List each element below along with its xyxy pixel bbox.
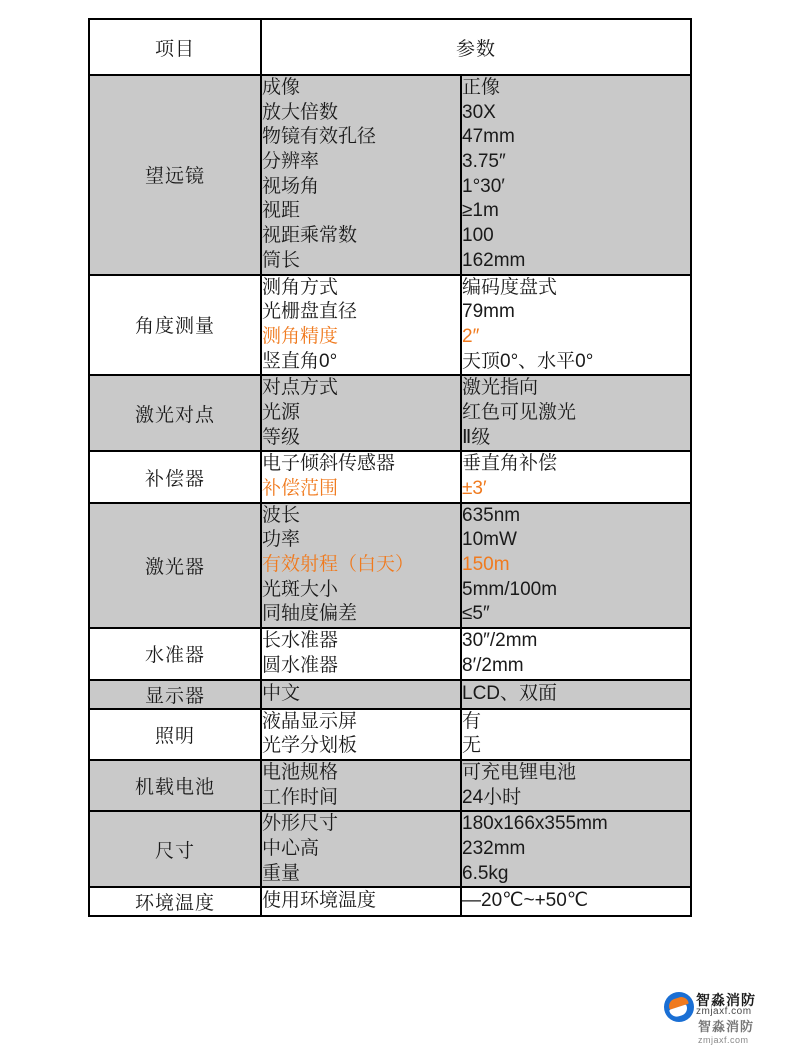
category-cell: 角度测量 <box>89 275 261 376</box>
header-cell-item: 项目 <box>89 19 261 75</box>
category-cell: 水准器 <box>89 628 261 679</box>
item-name: 对点方式 <box>262 377 339 399</box>
category-cell: 补偿器 <box>89 451 261 502</box>
item-value: 10mW <box>462 529 517 551</box>
flame-logo-icon <box>664 992 694 1022</box>
category-cell: 望远镜 <box>89 75 261 275</box>
item-value: 编码度盘式 <box>462 276 558 298</box>
item-name-cell <box>261 811 461 887</box>
watermark-domain: zmjaxf.com <box>696 1006 752 1017</box>
item-value: 47mm <box>462 126 515 148</box>
item-value-cell <box>461 811 691 887</box>
table-row <box>89 275 691 376</box>
item-name: 外形尺寸 <box>262 813 339 835</box>
header-cell-parameter: 参数 <box>261 19 691 75</box>
table-row <box>89 680 691 709</box>
item-name: 等级 <box>262 426 301 448</box>
watermark-ghost-brand: 智淼消防 <box>698 1019 755 1034</box>
item-value: 红色可见激光 <box>462 401 577 423</box>
item-value: Ⅱ级 <box>462 426 491 448</box>
table-row <box>89 760 691 811</box>
watermark-brand: 智淼消防 <box>696 992 756 1008</box>
item-value: 8′/2mm <box>462 654 524 676</box>
item-name: 视距乘常数 <box>262 225 358 247</box>
item-name: 同轴度偏差 <box>262 603 358 625</box>
item-name: 放大倍数 <box>262 101 339 123</box>
item-value-cell <box>461 760 691 811</box>
item-value: 3.75″ <box>462 151 506 173</box>
item-name: 长水准器 <box>262 630 339 652</box>
item-value: 激光指向 <box>462 377 539 399</box>
item-name-cell <box>261 628 461 679</box>
item-name-cell <box>261 503 461 628</box>
item-name-cell <box>261 275 461 376</box>
item-name: 视距 <box>262 200 301 222</box>
item-name: 筒长 <box>262 249 301 271</box>
item-value: 可充电锂电池 <box>462 761 577 783</box>
item-value: 24小时 <box>462 786 522 808</box>
item-value: 150m <box>462 554 510 576</box>
item-value-cell <box>461 275 691 376</box>
table-row <box>89 503 691 628</box>
item-name: 视场角 <box>262 175 320 197</box>
item-value: 162mm <box>462 249 526 271</box>
table-row <box>89 628 691 679</box>
item-name: 补偿范围 <box>262 478 339 499</box>
item-name: 物镜有效孔径 <box>262 126 377 148</box>
item-value: 5mm/100m <box>462 578 558 600</box>
watermark-logo <box>664 990 786 1046</box>
table-row <box>89 887 691 916</box>
item-value: 垂直角补偿 <box>462 453 558 475</box>
item-name: 中心高 <box>262 837 320 859</box>
item-name: 竖直角0° <box>262 350 338 372</box>
item-name: 使用环境温度 <box>262 890 377 912</box>
item-name: 波长 <box>262 504 301 526</box>
item-name: 测角精度 <box>262 325 339 347</box>
category-cell: 激光对点 <box>89 375 261 451</box>
item-name: 分辨率 <box>262 151 320 173</box>
category-cell: 显示器 <box>89 680 261 709</box>
item-name: 工作时间 <box>262 786 339 808</box>
item-value: 无 <box>462 735 482 757</box>
item-value-cell <box>461 628 691 679</box>
item-name: 中文 <box>262 682 301 704</box>
item-value: ≥1m <box>462 200 499 222</box>
item-name: 功率 <box>262 529 301 551</box>
item-value: 100 <box>462 225 494 247</box>
item-name-cell <box>261 451 461 502</box>
table-row <box>89 451 691 502</box>
category-cell: 环境温度 <box>89 887 261 916</box>
table-row <box>89 75 691 275</box>
table-row <box>89 709 691 760</box>
item-name-cell <box>261 680 461 709</box>
item-value: 232mm <box>462 837 526 859</box>
item-name: 成像 <box>262 77 301 98</box>
item-value: LCD、双面 <box>462 682 558 704</box>
item-name: 有效射程（白天） <box>262 554 415 576</box>
item-value: ≤5″ <box>462 603 490 625</box>
item-name: 重量 <box>262 862 301 884</box>
item-name-cell <box>261 375 461 451</box>
item-value: 6.5kg <box>462 862 509 884</box>
watermark-ghost-domain: zmjaxf.com <box>698 1035 749 1045</box>
item-name-cell <box>261 887 461 916</box>
item-name-cell <box>261 760 461 811</box>
item-value: 79mm <box>462 301 515 323</box>
item-name: 光斑大小 <box>262 578 339 600</box>
item-name-cell <box>261 75 461 275</box>
table-row <box>89 811 691 887</box>
item-value: 180x166x355mm <box>462 813 608 835</box>
item-name: 液晶显示屏 <box>262 710 358 732</box>
table-header-row <box>89 19 691 75</box>
item-value: 有 <box>462 710 482 732</box>
table-row <box>89 375 691 451</box>
item-value-cell <box>461 887 691 916</box>
item-name-cell <box>261 709 461 760</box>
item-name: 电池规格 <box>262 761 339 783</box>
category-cell: 机载电池 <box>89 760 261 811</box>
item-name: 电子倾斜传感器 <box>262 453 396 475</box>
item-value: 1°30′ <box>462 175 505 197</box>
item-value: 天顶0°、水平0° <box>462 350 594 372</box>
item-value-cell <box>461 680 691 709</box>
item-name: 光源 <box>262 401 301 423</box>
item-value: 正像 <box>462 77 501 98</box>
category-cell: 激光器 <box>89 503 261 628</box>
item-value-cell <box>461 709 691 760</box>
item-value-cell <box>461 375 691 451</box>
item-value-cell <box>461 503 691 628</box>
item-value: 30X <box>462 101 496 123</box>
category-cell: 照明 <box>89 709 261 760</box>
item-value-cell <box>461 451 691 502</box>
item-value-cell <box>461 75 691 275</box>
item-value: 2″ <box>462 325 480 347</box>
specification-table <box>88 18 692 917</box>
item-value: 30″/2mm <box>462 630 538 652</box>
category-cell: 尺寸 <box>89 811 261 887</box>
item-name: 光学分划板 <box>262 735 358 757</box>
watermark-ghost <box>698 1016 754 1045</box>
item-value: 635nm <box>462 504 521 526</box>
item-name: 测角方式 <box>262 276 339 298</box>
item-value: —20℃~+50℃ <box>462 890 589 912</box>
item-name: 圆水准器 <box>262 654 339 676</box>
item-value: ±3′ <box>462 478 487 499</box>
item-name: 光栅盘直径 <box>262 301 358 323</box>
